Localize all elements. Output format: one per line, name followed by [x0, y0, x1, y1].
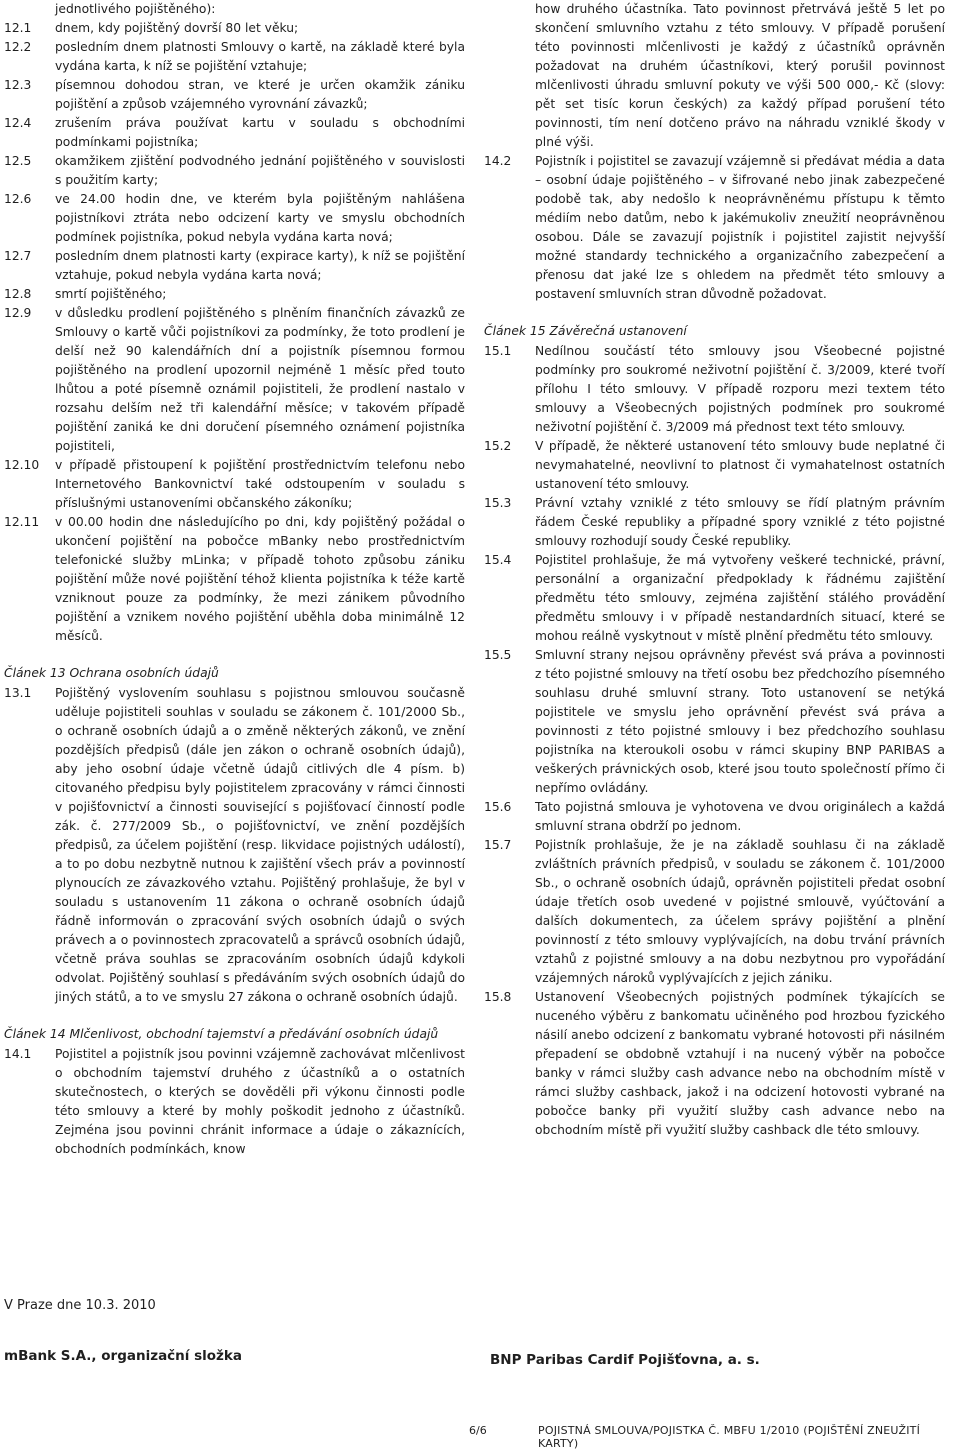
item-number: 12.8: [4, 287, 32, 301]
list-item: [484, 494, 945, 551]
item-text: Pojistník prohlašuje, že je na základě souhlasu či na základě zvláštních právních předpisů, v souladu se zákonem č. 101/2000 Sb., o ochraně osobních údajů, oprávněn pojistiteli předat osobní údaje třetích osob uvedené v pojistné smlouvě, vyúčtování a dalších dokumentech, za účelem správy pojištění a plnění povinností z této smlouvy vyplývajících, na dobu trvání právních vztahů z pojistné smlouvy a na dobu nezbytnou pro vypořádání vzájemných nároků vyplývajících z jejich zániku.: [535, 838, 945, 985]
item-text: v 00.00 hodin dne následujícího po dni, kdy pojištěný požádal o ukončení pojištění na pobočce mBanky nebo prostřednictvím telefonické služby mLinka; v případě tohoto způsobu zániku pojištění může nové pojištění téhož klienta pojistníka k téže kartě vzniknout pouze za podmínky, že mezi zánikem původního pojištění a vznikem nového pojištění uběhla doba minimálně 12 měsíců.: [55, 515, 465, 643]
list-item: [484, 342, 945, 437]
list-item: [484, 437, 945, 494]
list-item: [484, 798, 945, 836]
list-item: [4, 684, 465, 1007]
intro-line: jednotlivého pojištěného):: [55, 2, 216, 16]
list-item: [4, 38, 465, 76]
item-text: Pojistitel a pojistník jsou povinni vzájemně zachovávat mlčenlivost o obchodním tajemství druhého z účastníků a o ostatních skutečnostech, o kterých se dověděli při výkonu činnosti podle této smlouvy a které by mohly poškodit jednoho z účastníků. Zejména jsou povinni chránit informace a údaje o zákaznících, obchodních podmínkách, know: [55, 1047, 465, 1156]
item-number: 15.3: [484, 496, 512, 510]
item-text: okamžikem zjištění podvodného jednání pojištěného v souvislosti s použitím karty;: [55, 154, 465, 187]
heading-article-13: Článek 13 Ochrana osobních údajů: [4, 666, 219, 680]
item-number: 12.2: [4, 40, 32, 54]
place-date: V Praze dne 10.3. 2010: [4, 1298, 156, 1313]
item-text: Pojištěný vyslovením souhlasu s pojistnou smlouvou současně uděluje pojistiteli souhlas v souladu se zákonem č. 101/2000 Sb., o ochraně osobních údajů a o změně některých zákonů, ve znění pozdějších předpisů (dále jen zákon o ochraně osobních údajů), aby jeho osobní údaje včetně údajů citlivých dle 4 písm. b) citovaného předpisu byly pojistitelem zpracovány v rámci činnosti v pojišťovnictví a činnosti související s pojišťovací činností podle zák. č. 277/2009 Sb., o pojišťovnictví, ve znění pozdějších předpisů, za účelem pojištění (resp. likvidace pojistných událostí), a to po dobu nezbytně nutnou k zajištění všech práv a povinností plynoucích ze závazkového vztahu. Pojištěný prohlašuje, že byl v souladu s ustanovením 11 zákona o ochraně osobních údajů řádně informován o zpracování svých osobních údajů o svých právech a o povinnostech zpracovatelů a správců osobních údajů, včetně práva souhlas se zpracováním osobních údajů kdykoli odvolat. Pojištěný souhlasí s předáváním svých osobních údajů do jiných států, a to ve smyslu 27 zákona o ochraně osobních údajů.: [55, 686, 465, 1004]
item-text: v případě přistoupení k pojištění prostřednictvím telefonu nebo Internetového Bankovnictví také odstoupením v souladu s příslušnými ustanoveními občanského zákoníku;: [55, 458, 465, 510]
item-text: Pojistitel prohlašuje, že má vytvořeny veškeré technické, právní, personální a organizační předpoklady k řádnému zajištění předmětu této smlouvy, zejména zajištění stálého provádění předmětu smlouvy i v případě nestandardních situací, které se mohou reálně vyskytnout v místě plnění předmětu této smlouvy.: [535, 553, 945, 643]
item-number: 15.5: [484, 648, 512, 662]
item-text: Pojistník i pojistitel se zavazují vzájemně si předávat média a data – osobní údaje pojištěného – v šifrované nebo jinak zabezpečené podobě tak, aby nedošlo k neoprávněnému přístupu k těmto médiím nebo datům, nebo k jakémukoliv zneužití neoprávněnou osobou. Dále se zavazují pojistník i pojistitel zajistit nejvyšší možné standardy technického a organizačního zabezpečení a přenosu dat jaké lze s ohledem na předmět této smlouvy a postavení smluvních stran důvodně požadovat.: [535, 154, 945, 301]
item-number: 13.1: [4, 686, 32, 700]
heading-article-14: Článek 14 Mlčenlivost, obchodní tajemství a předávání osobních údajů: [4, 1027, 439, 1041]
document-title-footer: POJISTNÁ SMLOUVA/POJISTKA Č. MBFU 1/2010 (POJIŠTĚNÍ ZNEUŽITÍ KARTY): [538, 1424, 921, 1450]
signatory-left: mBank S.A., organizační složka: [4, 1348, 242, 1364]
list-item: [4, 76, 465, 114]
item-text: v důsledku prodlení pojištěného s plněním finančních závazků ze Smlouvy o kartě vůči pojistníkovi za podmínky, že toto prodlení je delší než 90 kalendářních dní a pojistník písemnou formou pojištěného na prodlení upozornil nejméně 1 měsíc před touto lhůtou a poté písemně oznámil pojistiteli, že prodlení nastalo v rozsahu delším než tři kalendářní měsíce; v takovém případě pojištění zaniká ke dni doručení písemného oznámení pojistníka pojistiteli,: [55, 306, 465, 453]
right-column: [484, 0, 945, 1140]
item-text: V případě, že některé ustanovení této smlouvy bude neplatné či nevymahatelné, neovlivní to platnost či vymahatelnost ostatních ustanovení této smlouvy.: [535, 439, 945, 491]
list-14: [4, 1045, 465, 1159]
item-number: 15.6: [484, 800, 512, 814]
list-item: [4, 304, 465, 456]
item-number: 12.3: [4, 78, 32, 92]
heading-article-15: Článek 15 Závěrečná ustanovení: [484, 324, 687, 338]
item-text: Nedílnou součástí této smlouvy jsou Všeobecné pojistné podmínky pro soukromé neživotní pojištění č. 3/2009, které tvoří přílohu I této smlouvy. V případě rozporu mezi textem této smlouvy a Všeobecných pojistných podmínek pro soukromé neživotní pojištění č. 3/2009 má přednost text této smlouvy.: [535, 344, 945, 434]
item-number: 12.7: [4, 249, 32, 263]
left-column: [4, 0, 465, 1159]
list-15: [484, 342, 945, 1140]
item-number: 12.5: [4, 154, 32, 168]
list-item: [484, 152, 945, 304]
item-text: písemnou dohodou stran, ve které je určen okamžik zániku pojištění a způsob vzájemného vyrovnání závazků;: [55, 78, 465, 111]
article-14-1-continuation: how druhého účastníka. Tato povinnost přetrvává ještě 5 let po skončení smluvního vztahu z této smlouvy. V případě porušení této povinnosti mlčenlivosti je každý z účastníků oprávněn požadovat na druhém účastníkovi, který porušil povinnost mlčenlivosti úhradu smluvní pokuty ve výši 500 000,- Kč (slovy: pět set tisíc korun českých) za každý případ porušení této povinnosti, tím není dotčeno právo na náhradu vzniklé škody v plné výši.: [535, 2, 945, 149]
signatory-right: BNP Paribas Cardif Pojišťovna, a. s.: [490, 1352, 760, 1368]
list-item: [4, 190, 465, 247]
item-text: Smluvní strany nejsou oprávněny převést svá práva a povinnosti z této pojistné smlouvy na třetí osobu bez předchozího písemného souhlasu druhé smluvní strany. Toto ustanovení se netýká pojistitele ve smyslu jeho oprávnění převést svá práva a povinnosti z této pojistné smlouvy i bez předchozího souhlasu pojistníka na kteroukoli osobu v rámci skupiny BNP PARIBAS a veškerých právnických osob, které jsou touto společností přímo či nepřímo ovládány.: [535, 648, 945, 795]
list-item: [484, 836, 945, 988]
item-number: 15.2: [484, 439, 512, 453]
list-item: [4, 513, 465, 646]
item-number: 14.2: [484, 154, 512, 168]
list-item: [4, 19, 465, 38]
list-item: [4, 456, 465, 513]
item-text: Právní vztahy vzniklé z této smlouvy se řídí platným právním řádem České republiky a případné spory vzniklé z této pojistné smlouvy rozhodují soudy České republiky.: [535, 496, 945, 548]
list-item: [484, 551, 945, 646]
item-number: 14.1: [4, 1047, 32, 1061]
item-text: dnem, kdy pojištěný dovrší 80 let věku;: [55, 21, 299, 35]
item-text: posledním dnem platnosti karty (expirace karty), k níž se pojištění vztahuje, pokud nebyla vydána karta nová;: [55, 249, 465, 282]
list-item: [484, 646, 945, 798]
item-number: 15.4: [484, 553, 512, 567]
item-text: smrtí pojištěného;: [55, 287, 167, 301]
list-item: [4, 152, 465, 190]
item-text: Tato pojistná smlouva je vyhotovena ve dvou originálech a každá smluvní strana obdrží po jednom.: [535, 800, 945, 833]
item-number: 15.8: [484, 990, 512, 1004]
item-text: Ustanovení Všeobecných pojistných podmínek týkajících se nuceného výběru z bankomatu učiněného pod hrozbou fyzického násilí anebo odcizení z bankomatu vybrané hotovosti při násilném přepadení se obdobně vztahují i na nucený výběr na pobočce banky v rámci služby cash advance nebo na obchodním místě v rámci služby cashback, jakož i na odcizení hotovosti vybrané na pobočce banky při využití služby cash advance nebo na obchodním místě při využití služby cashback dle této smlouvy.: [535, 990, 945, 1137]
item-number: 15.1: [484, 344, 512, 358]
item-number: 12.10: [4, 458, 40, 472]
list-item: [4, 1045, 465, 1159]
list-item: [4, 247, 465, 285]
item-text: ve 24.00 hodin dne, ve kterém byla pojištěným nahlášena pojistníkovi ztráta nebo odcizení karty ve smyslu obchodních podmínek pojistníka, pokud nebyla vydána karta nová;: [55, 192, 465, 244]
list-item: [4, 114, 465, 152]
item-number: 12.1: [4, 21, 32, 35]
page-number: 6/6: [469, 1424, 487, 1437]
list-13: [4, 684, 465, 1007]
list-item: [484, 988, 945, 1140]
item-number: 12.9: [4, 306, 32, 320]
item-text: zrušením práva používat kartu v souladu s obchodními podmínkami pojistníka;: [55, 116, 465, 149]
item-number: 12.6: [4, 192, 32, 206]
item-text: posledním dnem platnosti Smlouvy o kartě, na základě které byla vydána karta, k níž se pojištění vztahuje;: [55, 40, 465, 73]
item-number: 12.4: [4, 116, 32, 130]
list-12: [4, 19, 465, 646]
item-number: 12.11: [4, 515, 40, 529]
item-number: 15.7: [484, 838, 512, 852]
list-14b: [484, 152, 945, 304]
list-item: [4, 285, 465, 304]
